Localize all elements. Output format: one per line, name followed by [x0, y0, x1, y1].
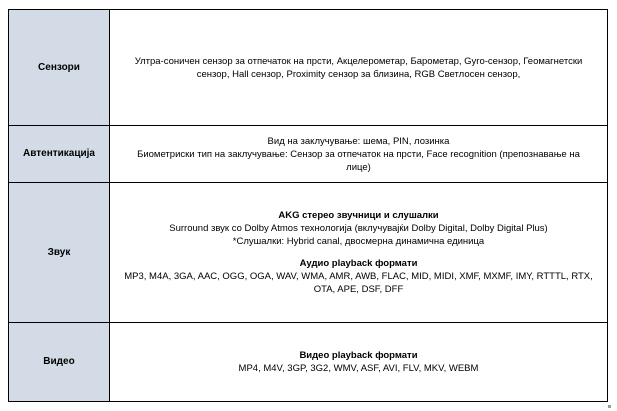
- sensors-line-1: Ултра-соничен сензор за отпечаток на прсти, Акцелерометар, Барометар, Gyro-сензор, Геомагнетски: [134, 55, 583, 67]
- table-row-sound: [9, 183, 608, 323]
- row-value-sensors: [110, 10, 608, 126]
- table-row-video: [9, 323, 608, 402]
- audio-formats-line-2: OTA, APE, DSF, DFF: [313, 284, 404, 295]
- table-row-sensors: [9, 10, 608, 126]
- video-formats-line-1: MP4, M4V, 3GP, 3G2, WMV, ASF, AVI, FLV, MKV, WEBM: [238, 363, 479, 374]
- row-label-sound: Звук: [9, 183, 110, 323]
- row-value-authentication: [110, 126, 608, 183]
- sensors-line-2: сензор, Hall сензор, Proximity сензор за близина, RGB Светлосен сензор,: [196, 68, 521, 80]
- row-value-sound: [110, 183, 608, 323]
- row-label-authentication: Автентикација: [9, 126, 110, 183]
- auth-line-1: Вид на заклучување: шема, PIN, лозинка: [267, 135, 450, 147]
- table-row-authentication: [9, 126, 608, 183]
- row-label-video: Видео: [9, 323, 110, 402]
- sound-heading-speakers: AKG стерео звучници и слушалки: [278, 210, 439, 221]
- auth-line-2: Биометриски тип на заклучување: Сензор за отпечаток на прсти, Face recognition (препознавање на: [137, 148, 580, 160]
- sound-line-1: Surround звук со Dolby Atmos технологија (вклучувајќи Dolby Digital, Dolby Digital Plus): [169, 223, 548, 234]
- video-heading-formats: Видео playback формати: [299, 350, 418, 361]
- auth-line-3: лице): [346, 161, 371, 173]
- row-value-video: [110, 323, 608, 402]
- sound-heading-audio-formats: Аудио playback формати: [299, 258, 418, 269]
- audio-formats-line-1: MP3, M4A, 3GA, AAC, OGG, OGA, WAV, WMA, AMR, AWB, FLAC, MID, MIDI, XMF, MXMF, IMY, RTTTL, RTX,: [124, 271, 593, 282]
- sound-line-2: *Слушалки: Hybrid canal, двосмерна динамична единица: [232, 236, 485, 247]
- sound-spacer: [116, 248, 601, 257]
- row-label-sensors: Сензори: [9, 10, 110, 126]
- spec-table: [8, 9, 608, 402]
- corner-mark: [608, 405, 611, 408]
